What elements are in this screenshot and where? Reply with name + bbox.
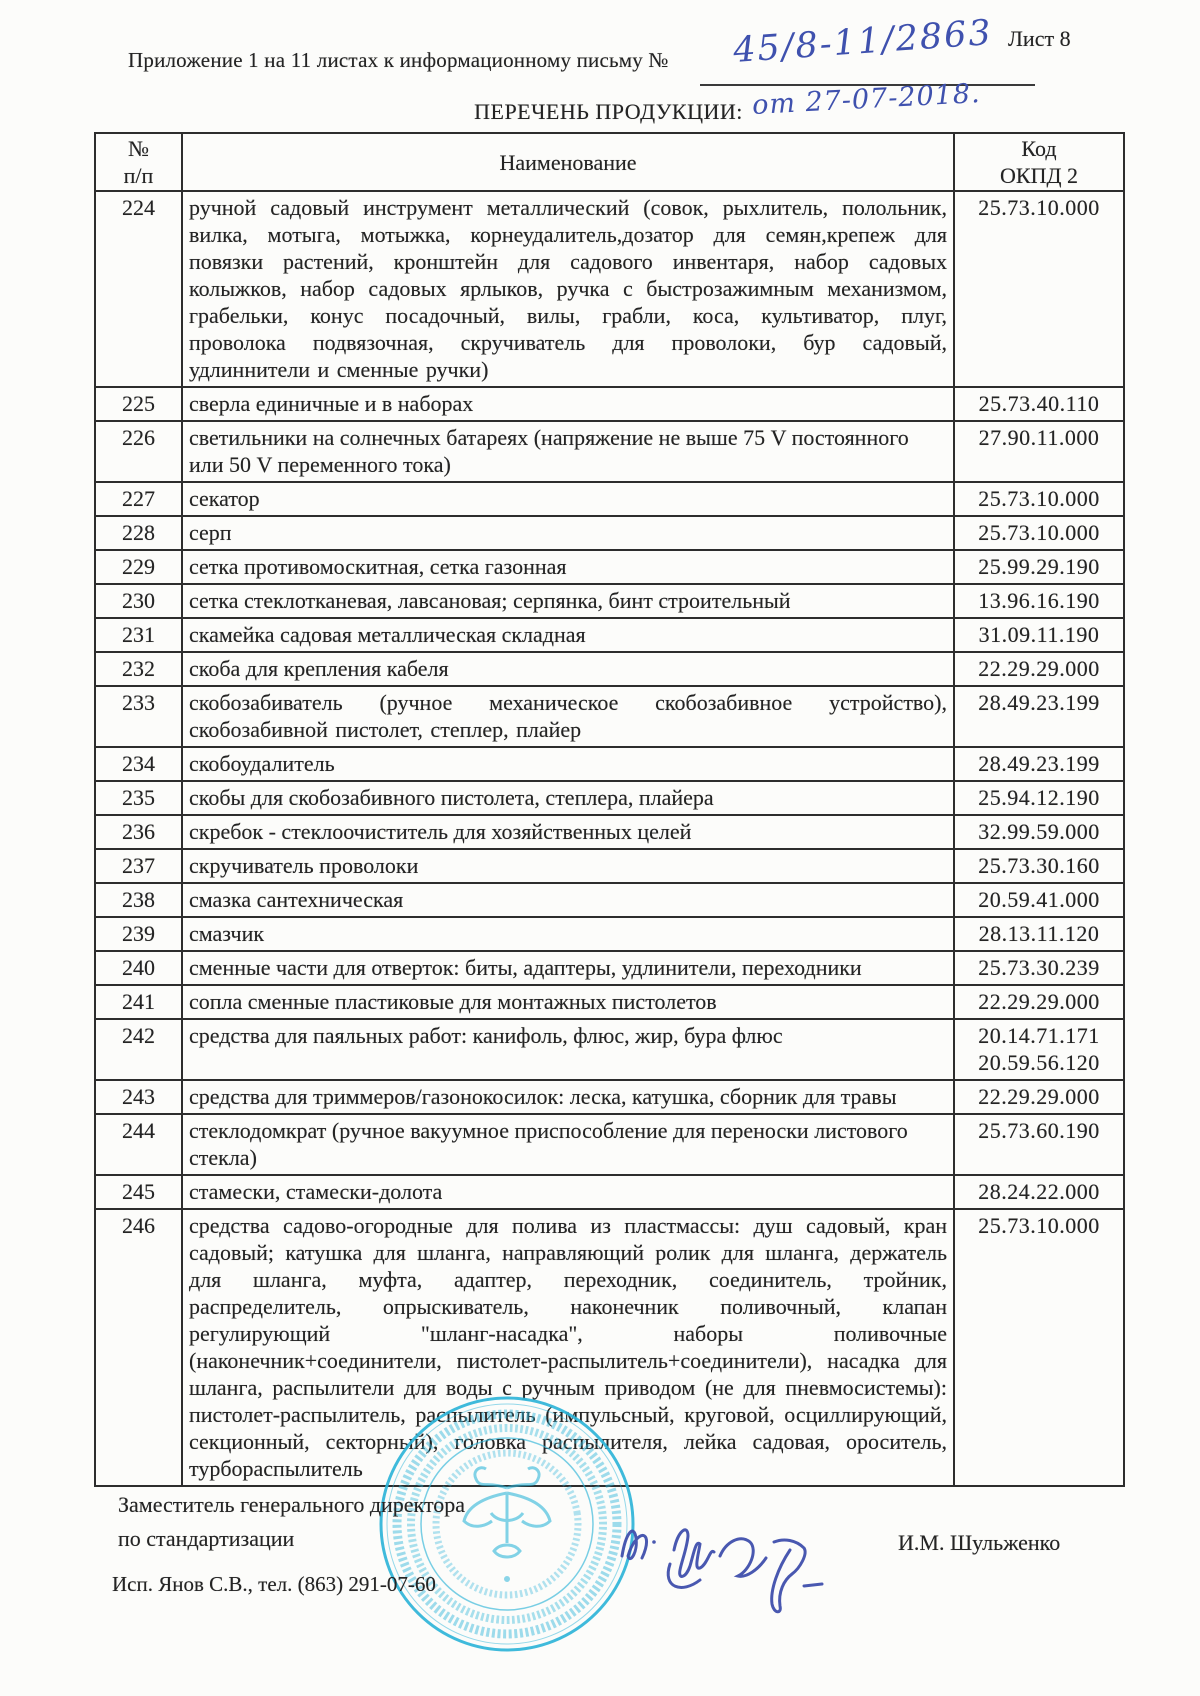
row-name-cell: скамейка садовая металлическая складная <box>182 618 954 652</box>
row-name-cell: скобоудалитель <box>182 747 954 781</box>
table-row <box>95 951 1124 985</box>
table-row <box>95 652 1124 686</box>
row-code-cell <box>954 516 1124 550</box>
row-name-cell: смазка сантехническая <box>182 883 954 917</box>
row-number-cell: 226 <box>95 421 182 482</box>
okpd2-code: 25.73.10.000 <box>978 486 1100 511</box>
stamp-eagle-emblem <box>464 1468 550 1557</box>
table-row <box>95 1080 1124 1114</box>
row-code-cell <box>954 849 1124 883</box>
table-row <box>95 191 1124 387</box>
signer-position-line2: по стандартизации <box>118 1526 295 1551</box>
row-number-cell: 225 <box>95 387 182 421</box>
row-number-cell: 242 <box>95 1019 182 1080</box>
row-number-cell: 238 <box>95 883 182 917</box>
row-number-cell: 224 <box>95 191 182 387</box>
row-code-cell <box>954 951 1124 985</box>
row-name-cell: средства для паяльных работ: канифоль, флюс, жир, бура флюс <box>182 1019 954 1080</box>
okpd2-code: 25.99.29.190 <box>978 554 1100 579</box>
column-header-number: № п/п <box>95 133 182 191</box>
row-code-cell <box>954 387 1124 421</box>
signer-name: И.М. Шульженко <box>898 1530 1061 1555</box>
okpd2-code: 13.96.16.190 <box>978 588 1100 613</box>
appendix-reference-line: Приложение 1 на 11 листах к информационному письму № <box>128 48 669 72</box>
row-code-cell <box>954 1114 1124 1175</box>
row-number-cell: 237 <box>95 849 182 883</box>
okpd2-code: 25.73.10.000 <box>978 195 1100 220</box>
row-code-cell <box>954 550 1124 584</box>
row-name-cell: скобозабиватель (ручное механическое скобозабивное устройство), скобозабивной пистолет, степлер, плайер <box>182 686 954 747</box>
table-row <box>95 985 1124 1019</box>
okpd2-code: 20.59.41.000 <box>978 887 1100 912</box>
table-row <box>95 421 1124 482</box>
row-code-cell <box>954 747 1124 781</box>
table-row <box>95 781 1124 815</box>
executor-contact-line: Исп. Янов С.В., тел. (863) 291-07-60 <box>112 1572 436 1596</box>
okpd2-code: 28.49.23.199 <box>978 751 1100 776</box>
row-code-cell <box>954 1175 1124 1209</box>
row-number-cell: 228 <box>95 516 182 550</box>
page-title: ПЕРЕЧЕНЬ ПРОДУКЦИИ: <box>474 99 743 124</box>
row-name-cell: скручиватель проволоки <box>182 849 954 883</box>
table-row <box>95 618 1124 652</box>
row-name-cell: средства садово-огородные для полива из пластмассы: душ садовый, кран садовый; катушка для шланга, направляющий ролик для шланга, держатель для шланга, муфта, адаптер, переходник, соединитель, тройник, распределитель, опрыскиватель, наконечник поливочный, клапан регулирующий "шланг-насадка", наборы поливочные (наконечник+соединители, пистолет-распылитель+соединители), насадка для шланга, распылители для воды с ручным приводом (не для пневмосистемы): пистолет-распылитель, распылитель (импульсный, круговой, осциллирующий, секционный, секторный), головка распылителя, лейка садовая, ороситель, турбораспылитель <box>182 1209 954 1486</box>
handwritten-letter-date: от 27-07-2018. <box>751 78 982 121</box>
okpd2-code: 28.24.22.000 <box>978 1179 1100 1204</box>
row-code-cell <box>954 482 1124 516</box>
director-signature <box>608 1498 838 1618</box>
okpd2-code: 20.14.71.171 <box>978 1023 1100 1048</box>
okpd2-code: 25.73.10.000 <box>978 520 1100 545</box>
okpd2-code: 22.29.29.000 <box>978 989 1100 1014</box>
table-row <box>95 1019 1124 1080</box>
row-name-cell: стамески, стамески-долота <box>182 1175 954 1209</box>
okpd2-code: 22.29.29.000 <box>978 1084 1100 1109</box>
row-code-cell <box>954 1209 1124 1486</box>
okpd2-code: 27.90.11.000 <box>978 425 1100 450</box>
row-number-cell: 239 <box>95 917 182 951</box>
products-table <box>94 132 1125 1487</box>
okpd2-code: 22.29.29.000 <box>978 656 1100 681</box>
okpd2-code: 32.99.59.000 <box>978 819 1100 844</box>
row-code-cell <box>954 686 1124 747</box>
table-row <box>95 387 1124 421</box>
okpd2-code: 25.73.10.000 <box>978 1213 1100 1238</box>
row-number-cell: 227 <box>95 482 182 516</box>
row-number-cell: 235 <box>95 781 182 815</box>
table-header-row <box>95 133 1124 191</box>
row-code-cell <box>954 652 1124 686</box>
signer-position-line1: Заместитель генерального директора <box>118 1492 466 1517</box>
row-number-cell: 243 <box>95 1080 182 1114</box>
row-number-cell: 246 <box>95 1209 182 1486</box>
okpd2-code: 25.73.30.160 <box>978 853 1100 878</box>
row-code-cell <box>954 191 1124 387</box>
table-row <box>95 1175 1124 1209</box>
row-number-cell: 234 <box>95 747 182 781</box>
handwritten-letter-number: 45/8-11/2863 <box>731 12 994 72</box>
row-number-cell: 231 <box>95 618 182 652</box>
round-stamp <box>376 1393 638 1655</box>
row-number-cell: 230 <box>95 584 182 618</box>
table-row <box>95 584 1124 618</box>
okpd2-code: 28.13.11.120 <box>978 921 1100 946</box>
column-header-name: Наименование <box>182 133 954 191</box>
sheet-number-label: Лист 8 <box>1008 26 1071 51</box>
row-number-cell: 233 <box>95 686 182 747</box>
row-name-cell: сетка стеклотканевая, лавсановая; серпянка, бинт строительный <box>182 584 954 618</box>
row-number-cell: 240 <box>95 951 182 985</box>
row-code-cell <box>954 815 1124 849</box>
table-row <box>95 747 1124 781</box>
table-row <box>95 849 1124 883</box>
row-code-cell <box>954 584 1124 618</box>
row-number-cell: 229 <box>95 550 182 584</box>
row-name-cell: скоба для крепления кабеля <box>182 652 954 686</box>
row-code-cell <box>954 883 1124 917</box>
row-number-cell: 232 <box>95 652 182 686</box>
row-number-cell: 236 <box>95 815 182 849</box>
row-code-cell <box>954 781 1124 815</box>
row-name-cell: ручной садовый инструмент металлический (совок, рыхлитель, полольник, вилка, мотыга, мотыжка, корнеудалитель,дозатор для семян,крепеж для повязки растений, кронштейн для садового инвентаря, набор садовых колыжков, набор садовых ярлыков, ручка с быстрозажимным механизмом, грабельки, конус посадочный, вилы, грабли, коса, культиватор, плуг, проволока подвязочная, скручиватель для проволоки, бур садовый, удлиннители и сменные ручки) <box>182 191 954 387</box>
table-row <box>95 917 1124 951</box>
row-number-cell: 244 <box>95 1114 182 1175</box>
okpd2-code: 25.73.40.110 <box>978 391 1100 416</box>
row-code-cell <box>954 618 1124 652</box>
okpd2-code: 25.94.12.190 <box>978 785 1100 810</box>
okpd2-code: 25.73.30.239 <box>978 955 1100 980</box>
row-name-cell: сменные части для отверток: биты, адаптеры, удлинители, переходники <box>182 951 954 985</box>
table-body <box>95 191 1124 1486</box>
table-row <box>95 686 1124 747</box>
table-row <box>95 550 1124 584</box>
row-name-cell: секатор <box>182 482 954 516</box>
table-row <box>95 516 1124 550</box>
okpd2-code: 20.59.56.120 <box>978 1050 1100 1075</box>
row-code-cell <box>954 917 1124 951</box>
table-row <box>95 1114 1124 1175</box>
row-name-cell: скобы для скобозабивного пистолета, степлера, плайера <box>182 781 954 815</box>
row-name-cell: светильники на солнечных батареях (напряжение не выше 75 V постоянного или 50 V переменного тока) <box>182 421 954 482</box>
table-row <box>95 883 1124 917</box>
row-code-cell <box>954 421 1124 482</box>
row-name-cell: серп <box>182 516 954 550</box>
row-code-cell <box>954 985 1124 1019</box>
row-code-cell <box>954 1080 1124 1114</box>
row-name-cell: средства для триммеров/газонокосилок: леска, катушка, сборник для травы <box>182 1080 954 1114</box>
row-name-cell: сопла сменные пластиковые для монтажных пистолетов <box>182 985 954 1019</box>
table-row <box>95 815 1124 849</box>
table-row <box>95 482 1124 516</box>
okpd2-code: 25.73.60.190 <box>978 1118 1100 1143</box>
row-code-cell <box>954 1019 1124 1080</box>
okpd2-code: 31.09.11.190 <box>978 622 1100 647</box>
row-number-cell: 245 <box>95 1175 182 1209</box>
row-name-cell: сетка противомоскитная, сетка газонная <box>182 550 954 584</box>
row-name-cell: стеклодомкрат (ручное вакуумное приспособление для переноски листового стекла) <box>182 1114 954 1175</box>
okpd2-code: 28.49.23.199 <box>978 690 1100 715</box>
column-header-code: Код ОКПД 2 <box>954 133 1124 191</box>
row-number-cell: 241 <box>95 985 182 1019</box>
row-name-cell: скребок - стеклоочиститель для хозяйственных целей <box>182 815 954 849</box>
row-name-cell: смазчик <box>182 917 954 951</box>
row-name-cell: сверла единичные и в наборах <box>182 387 954 421</box>
